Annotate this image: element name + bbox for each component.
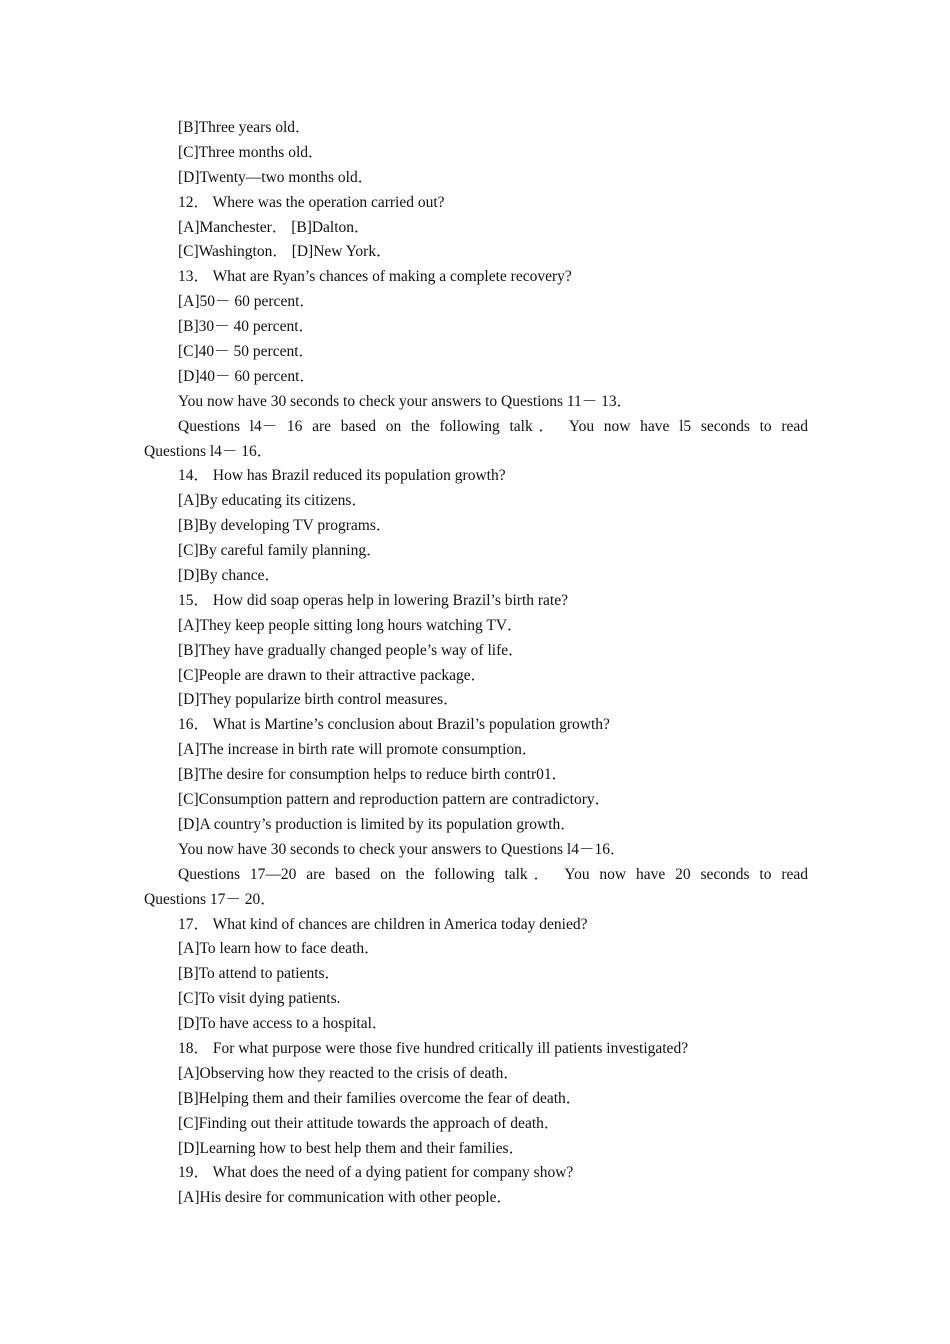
option-a-q13: [A]50－ 60 percent． [178,293,315,311]
option-d-q11: [D]Twenty—two months old． [178,168,374,186]
option-d-q16: [D]A country’s production is limited by its population growth． [178,815,576,833]
option-c-q13: [C]40－ 50 percent． [178,343,315,361]
option-c-q18: [C]Finding out their attitude towards the approach of death． [178,1114,560,1132]
option-a-q15: [A]They keep people sitting long hours watching TV． [178,616,523,634]
option-d-q13: [D]40－ 60 percent． [178,367,315,385]
question-block-11-13 [144,116,808,415]
option-d-q17: [D]To have access to a hospital． [178,1015,388,1033]
question-12: 12． Where was the operation carried out? [178,193,445,211]
option-d-q15: [D]They popularize birth control measures． [178,691,459,709]
instruction-14-16-line2: Questions l4－ 16． [144,442,273,460]
question-block-17-19 [144,913,808,1212]
check-instruction-14-16: You now have 30 seconds to check your answers to Questions l4－16． [178,840,626,858]
option-a-q18: [A]Observing how they reacted to the crisis of death． [178,1064,519,1082]
question-19: 19． What does the need of a dying patient for company show? [178,1164,574,1182]
option-c-q14: [C]By careful family planning． [178,542,382,560]
instruction-14-16-line1: Questions l4－ 16 are based on the following talk． You now have l5 seconds to read [178,417,808,435]
question-13: 13． What are Ryan’s chances of making a complete recovery? [178,268,572,286]
option-d-q18: [D]Learning how to best help them and their families． [178,1139,525,1157]
check-instruction-11-13: You now have 30 seconds to check your answers to Questions 11－ 13． [178,392,633,410]
question-14: 14． How has Brazil reduced its population growth? [178,467,506,485]
option-d-q14: [D]By chance． [178,567,280,585]
question-block-14-16 [144,464,808,862]
instruction-17-20-line2: Questions 17－ 20． [144,890,276,908]
page-content [144,116,808,1211]
options-ab-q12: [A]Manchester． [B]Dalton． [178,218,370,236]
option-b-q17: [B]To attend to patients． [178,965,341,983]
option-c-q15: [C]People are drawn to their attractive package． [178,666,487,684]
option-a-q17: [A]To learn how to face death． [178,940,380,958]
instruction-paragraph-14-16 [144,415,808,465]
option-b-q15: [B]They have gradually changed people’s way of life． [178,641,524,659]
option-a-q16: [A]The increase in birth rate will promote consumption． [178,741,538,759]
question-16: 16． What is Martine’s conclusion about Brazil’s population growth? [178,716,610,734]
option-b-q13: [B]30－ 40 percent． [178,318,315,336]
question-18: 18． For what purpose were those five hundred critically ill patients investigated? [178,1039,689,1057]
option-a-q19: [A]His desire for communication with other people． [178,1189,513,1207]
option-b-q18: [B]Helping them and their families overcome the fear of death． [178,1089,582,1107]
instruction-17-20-line1: Questions 17—20 are based on the following talk． You now have 20 seconds to read [178,865,808,883]
option-c-q17: [C]To visit dying patients. [178,990,341,1008]
instruction-paragraph-17-20 [144,863,808,913]
option-b-q16: [B]The desire for consumption helps to reduce birth contr01． [178,766,568,784]
options-cd-q12: [C]Washington． [D]New York． [178,243,392,261]
option-c-q16: [C]Consumption pattern and reproduction pattern are contradictory． [178,791,611,809]
option-c-q11: [C]Three months old． [178,143,324,161]
option-b-q11: [B]Three years old． [178,119,311,136]
option-a-q14: [A]By educating its citizens． [178,492,367,510]
question-17: 17． What kind of chances are children in America today denied? [178,915,588,933]
question-15: 15． How did soap operas help in lowering Brazil’s birth rate? [178,591,568,609]
option-b-q14: [B]By developing TV programs． [178,517,392,535]
